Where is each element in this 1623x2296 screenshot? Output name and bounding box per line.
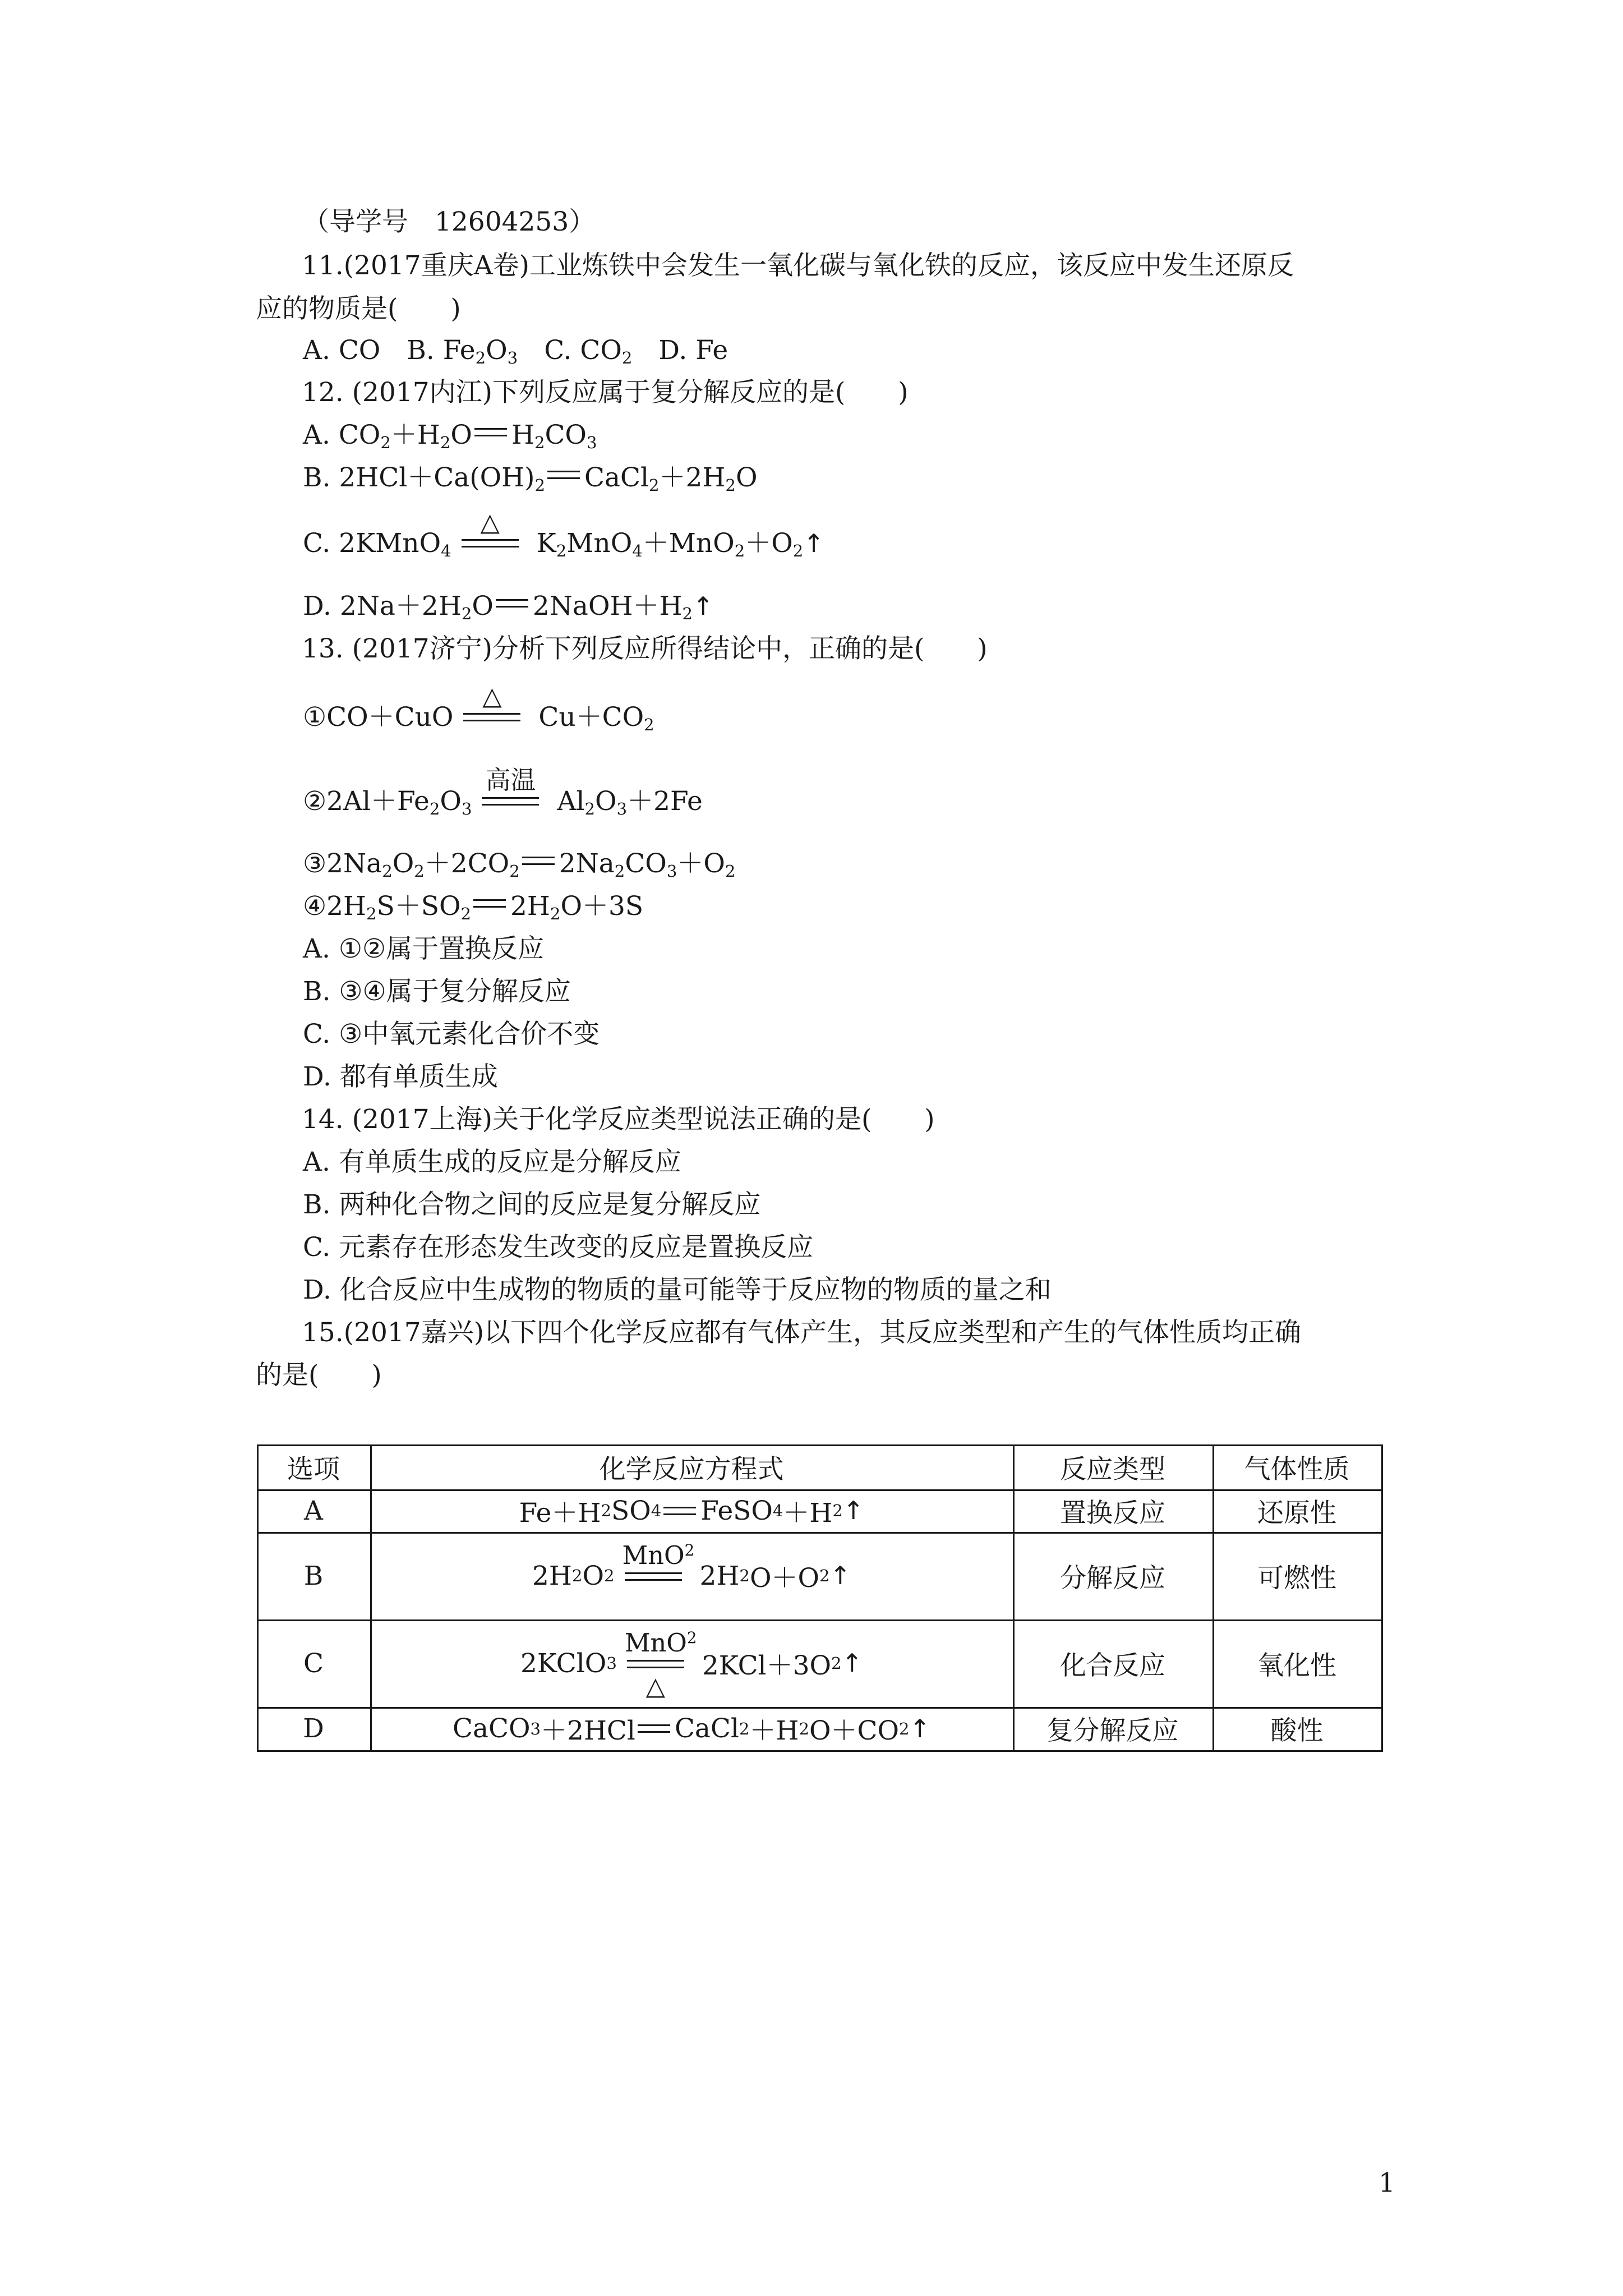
row-d-equation: CaCO 3 ＋2HCl CaCl 2 ＋H 2 O＋CO 2 ↑ [453, 1713, 930, 1746]
guide-number: （导学号 12604253） [303, 206, 596, 237]
q13-option-d: D. 都有单质生成 [303, 1061, 498, 1092]
row-b-equation: 2H 2 O 2 MnO$^2$ 2H 2 O＋O 2 ↑ [532, 1541, 851, 1594]
q14-option-b: B. 两种化合物之间的反应是复分解反应 [303, 1189, 761, 1220]
header-type: 反应类型 [1060, 1453, 1165, 1485]
row-b-type: 分解反应 [1060, 1562, 1165, 1594]
reaction-condition: △ [461, 708, 523, 725]
row-d-property: 酸性 [1270, 1715, 1324, 1746]
q13-option-b: B. ③④属于复分解反应 [303, 976, 571, 1007]
row-a-equation: Fe＋H 2 SO 4 FeSO 4 ＋H 2 ↑ [519, 1495, 864, 1529]
q14-option-d: D. 化合反应中生成物的物质的量可能等于反应物的物质的量之和 [303, 1274, 1052, 1305]
row-c-option: C [303, 1648, 324, 1679]
q13-option-a: A. ①②属于置换反应 [303, 933, 545, 964]
row-d-option: D [303, 1713, 324, 1744]
row-c-equation: 2KClO 3 MnO$^2$ △ 2KCl＋3O 2 ↑ [520, 1628, 863, 1701]
q14-option-a: A. 有单质生成的反应是分解反应 [303, 1147, 681, 1177]
row-d-type: 复分解反应 [1046, 1715, 1179, 1746]
reaction-condition: 高温 [479, 792, 541, 809]
q12-option-b: B. $2HCl+Ca(OH)_2$ $CaCl_2+2H_2O$ [303, 462, 758, 495]
q13-reaction-4: $④2H_2S+SO_2$ $2H_2O+3S$ [303, 891, 644, 924]
q11-stem-line2: 应的物质是( ) [256, 293, 461, 324]
q14-stem: 14. (2017上海)关于化学反应类型说法正确的是( ) [302, 1104, 935, 1135]
row-c-type: 化合反应 [1060, 1650, 1165, 1681]
row-a-type: 置换反应 [1060, 1497, 1165, 1529]
header-option: 选项 [287, 1453, 340, 1485]
reaction-condition: MnO$^2$ △ [624, 1628, 697, 1701]
header-property: 气体性质 [1244, 1453, 1350, 1485]
reaction-condition: △ [459, 534, 521, 551]
q13-reaction-2: $②2Al+Fe_2O_3$ 高温 $Al_2O_3+2Fe$ [303, 766, 703, 819]
row-a-property: 还原性 [1257, 1497, 1336, 1529]
reaction-condition: MnO$^2$ [623, 1567, 684, 1584]
row-b-property: 可燃性 [1257, 1562, 1336, 1594]
q13-option-c: C. ③中氧元素化合价不变 [303, 1019, 600, 1050]
q13-reaction-1: ①CO＋CuO △ $Cu+CO_2$ [303, 682, 654, 735]
page-number: 1 [1378, 2168, 1395, 2198]
row-c-property: 氧化性 [1257, 1650, 1336, 1681]
q12-option-d: D. $2Na+2H_2O$ $2NaOH+H_2↑$ [303, 591, 714, 624]
q15-stem-line2: 的是( ) [256, 1360, 382, 1391]
q12-option-c: C. 2KMnO$_4$ △ $K_2MnO_4+MnO_2+O_2↑$ [303, 508, 824, 561]
q13-stem: 13. (2017济宁)分析下列反应所得结论中，正确的是( ) [302, 633, 988, 664]
reaction-table [257, 1444, 1383, 1752]
q15-stem-line1: 15.(2017嘉兴)以下四个化学反应都有气体产生，其反应类型和产生的气体性质均正确 [302, 1317, 1302, 1348]
q14-option-c: C. 元素存在形态发生改变的反应是置换反应 [303, 1232, 814, 1263]
row-b-option: B [303, 1560, 324, 1591]
row-a-option: A [304, 1495, 323, 1526]
q12-stem: 12. (2017内江)下列反应属于复分解反应的是( ) [302, 377, 909, 408]
q12-option-a: A. $CO_2+H_2O$ $H_2CO_3$ [303, 420, 597, 453]
q11-stem-line1: 11.(2017重庆A卷)工业炼铁中会发生一氧化碳与氧化铁的反应，该反应中发生还原反 [302, 250, 1294, 281]
q13-reaction-3: $③2Na_2O_2+2CO_2$ $2Na_2CO_3+O_2$ [303, 848, 736, 881]
q11-options: A. CO B. $Fe_2O_3$ C. $CO_2$ D. Fe [303, 335, 728, 368]
header-equation: 化学反应方程式 [599, 1453, 784, 1485]
